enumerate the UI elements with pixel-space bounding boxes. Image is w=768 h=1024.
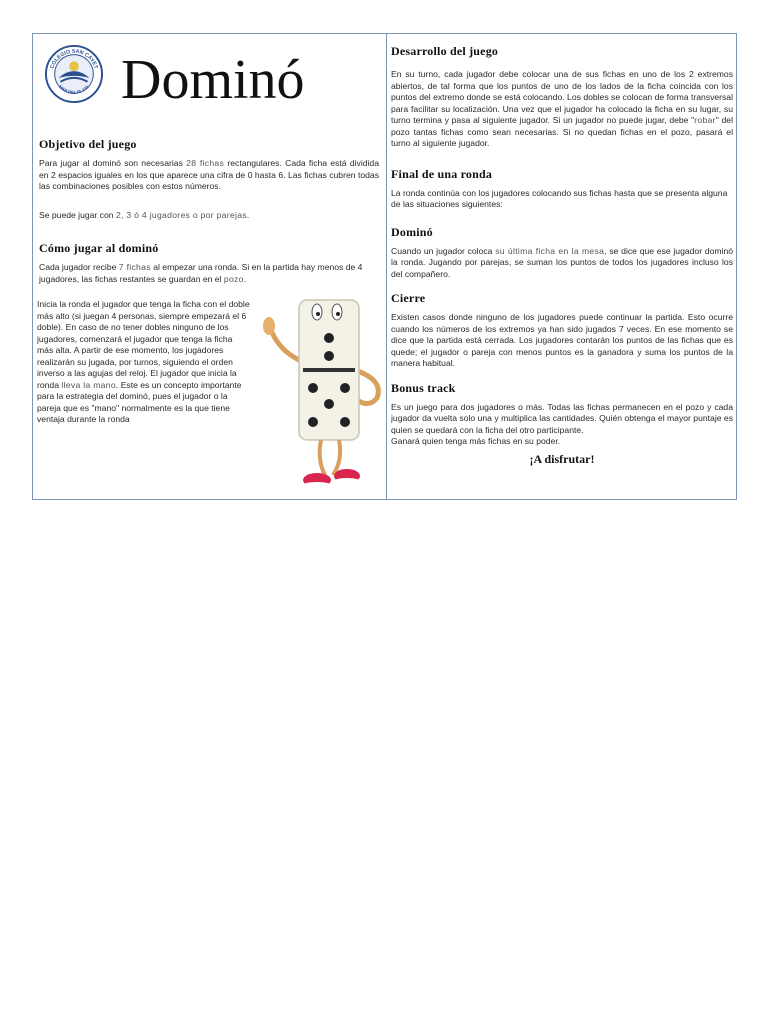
domino-heading: Dominó [391, 224, 433, 239]
how-heading: Cómo jugar al dominó [39, 241, 159, 255]
bonus-winner-line: Ganará quien tenga más fichas en su poder. [391, 436, 561, 446]
page-title: Dominó [121, 49, 305, 111]
logo-text-bottom: MAR DEL PLATA [57, 84, 91, 95]
objective-heading: Objetivo del juego [39, 137, 137, 151]
cierre-heading: Cierre [391, 291, 426, 305]
how-paragraph-2: Inicia la ronda el jugador que tenga la ficha con el doble más alto (si juegan 4 personas, siempre empezará el 6 doble). En caso de no tener dobles ninguno de los jugadores, comenzará el jugador que tenga la ficha más alta. A partir de ese momento, los jugadores realizarán su jugada, por turnos, siguiendo el orden inverso a las agujas del reloj. El jugador que inicia la ronda lleva la mano. Este es un concepto importante para la estrategia del dominó, pues el jugador o la pareja que es "mano" normalmente es la que tiene ventaja durante la ronda [37, 299, 250, 424]
round-end-section [391, 167, 733, 211]
header [39, 38, 379, 130]
right-column [391, 44, 733, 467]
development-section [391, 44, 733, 150]
development-heading: Desarrollo del juego [391, 44, 499, 58]
objective-section [39, 137, 379, 221]
development-paragraph: En su turno, cada jugador debe colocar una de sus fichas en uno de los 2 extremos abiertos, de tal forma que los puntos de uno de los lados de la ficha coincida con los puntos del extremo donde se está colocando. Los dobles se colocan de forma transversal para facilitar su localización. Una vez que el jugador ha colocado la ficha en su lugar, su turno termina y pasa al siguiente jugador. Si un jugador no puede jugar, debe "robar" del pozo tantas fichas como sean necesarias. Si no quedan fichas en el pozo, pasará el turno al siguiente jugador. [391, 69, 733, 148]
players-paragraph: Se puede jugar con 2, 3 ó 4 jugadores o por parejas. [39, 209, 250, 220]
bonus-paragraph: Es un juego para dos jugadores o más. Todas las fichas permanecen en el pozo y cada jugador da vuelta solo una y multiplica las cantidades. Quién obtenga el mayor puntaje es quien se quedará con la ficha del otro participante. [391, 401, 733, 435]
domino-mascot-illustration [259, 290, 389, 490]
document-sheet [32, 33, 737, 500]
domino-paragraph: Cuando un jugador coloca su última ficha en la mesa, se dice que ese jugador dominó la ronda. Jugando por parejas, se suman los puntos de todos los jugadores incluso los del compañero. [391, 245, 734, 279]
objective-paragraph: Para jugar al dominó son necesarias 28 fichas rectangulares. Cada ficha está dividida en 2 espacios iguales en los que aparece una cifra de 0 hasta 6. Las fichas cubren todas las combinaciones posibles con estos números. [39, 158, 379, 191]
school-logo [45, 45, 103, 103]
round-end-paragraph: La ronda continúa con los jugadores colocando sus fichas hasta que se presenta alguna de las situaciones siguientes: [391, 187, 728, 209]
cierre-paragraph: Existen casos donde ninguno de los jugadores puede continuar la partida. Esto ocurre cuando los números de los extremos ya han sido jugados 7 veces. En ese momento se dice que la partida está cerrada. Los jugadores contarán los puntos de las fichas que es quede; el jugador o pareja con menos puntos es la ganadora y suma los puntos de la manera habitual. [391, 312, 733, 368]
cierre-section [391, 291, 733, 370]
bonus-section [391, 381, 733, 467]
left-column [39, 38, 379, 426]
round-end-heading: Final de una ronda [391, 166, 493, 181]
bonus-heading: Bonus track [391, 380, 456, 395]
closing-line: ¡A disfrutar! [529, 451, 595, 466]
logo-text-top: COLEGIO SAN CAYET [49, 48, 99, 70]
domino-section [391, 225, 733, 281]
how-paragraph-1: Cada jugador recibe 7 fichas al empezar una ronda. Si en la partida hay menos de 4 jugadores, las fichas restantes se guardan en el pozo. [39, 262, 363, 284]
